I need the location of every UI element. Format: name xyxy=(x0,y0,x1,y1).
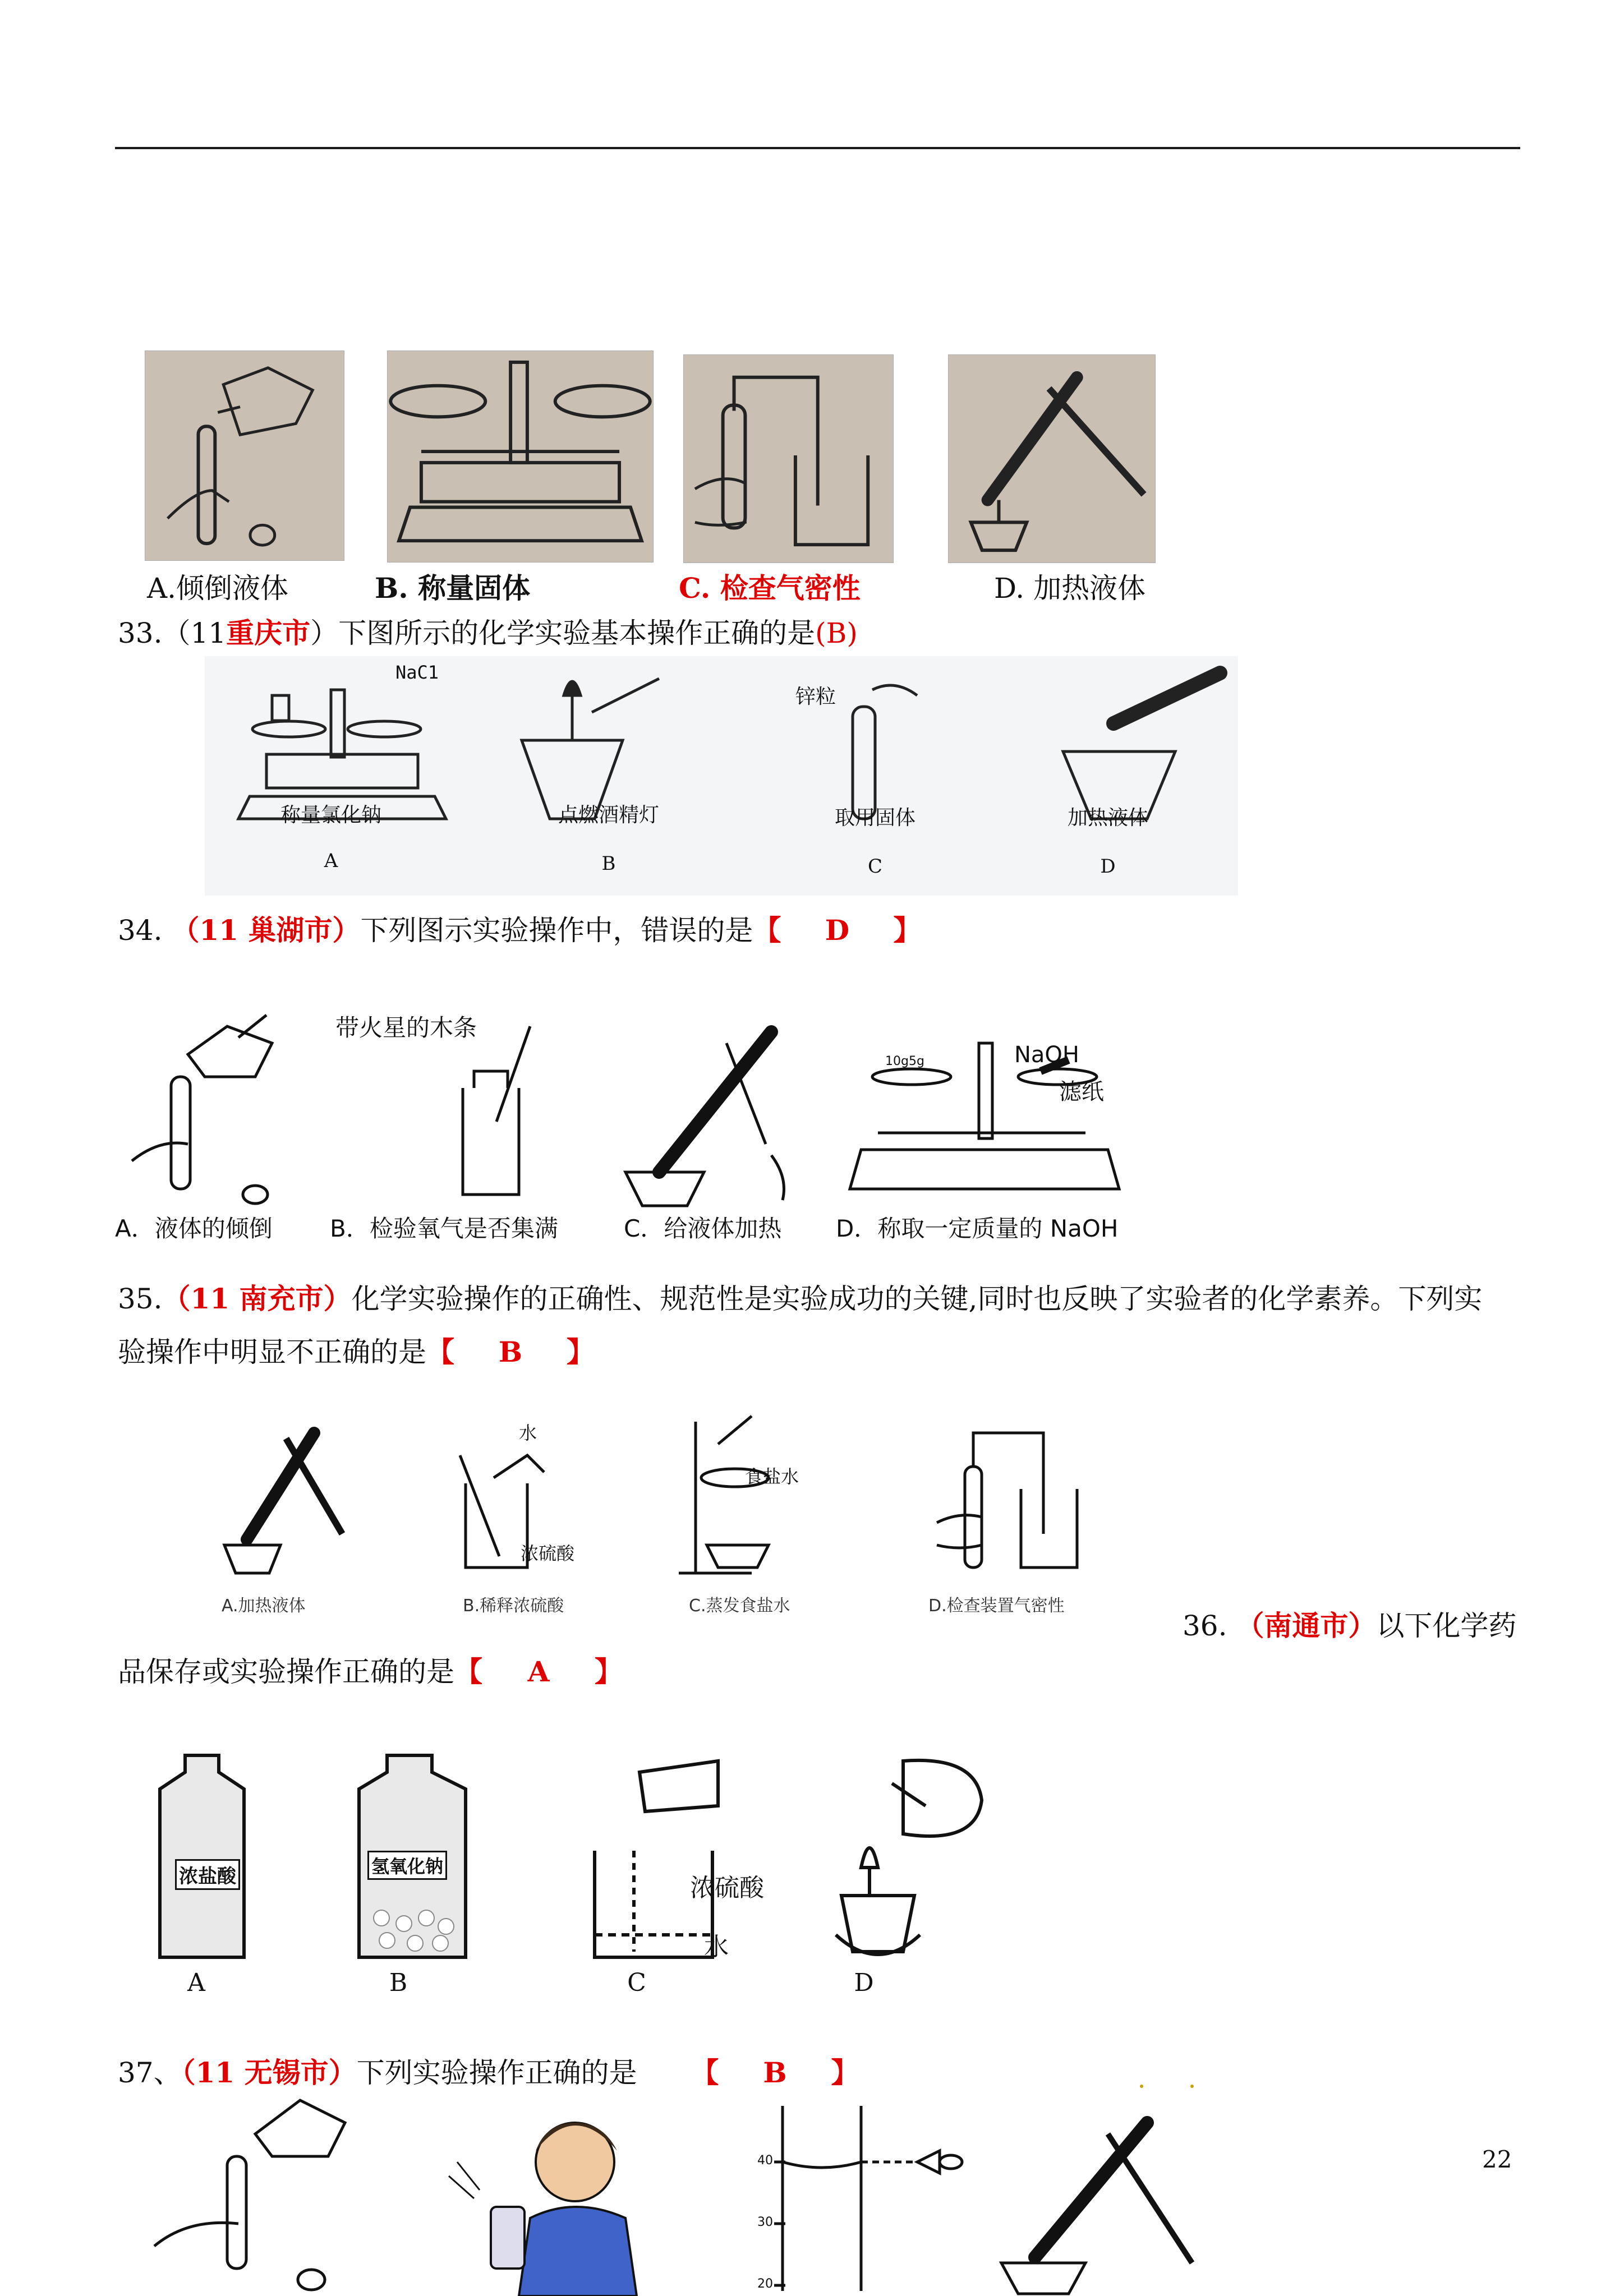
question-stem: 以下化学药 xyxy=(1376,1610,1517,1642)
figure-35-operations xyxy=(213,1410,1111,1579)
row32-caption-a xyxy=(147,571,288,606)
q36-letter-a: A xyxy=(187,1968,205,1997)
question-answer: B xyxy=(763,2056,787,2089)
q34-caption-c: C．给液体加热 xyxy=(624,1215,782,1242)
q36-label-bottle-b: 氢氧化钠 xyxy=(367,1851,447,1880)
figure-37-operations xyxy=(143,2078,1243,2296)
bracket-close: 】 xyxy=(893,914,922,947)
caption-prefix: B. xyxy=(375,571,408,605)
q33-caption-c: 取用固体 xyxy=(834,806,915,829)
question-stem: 下图所示的化学实验基本操作正确的是 xyxy=(338,617,816,649)
question-stem: 下列实验操作正确的是 xyxy=(356,2057,637,2089)
caption-prefix: A. xyxy=(147,572,177,605)
caption-text: 称量固体 xyxy=(418,571,531,605)
question-number: 35. xyxy=(118,1283,163,1315)
question-source-city: （11 无锡市） xyxy=(181,2056,357,2089)
q33-caption-d: 加热液体 xyxy=(1067,806,1148,829)
question-33 xyxy=(118,616,858,651)
page-number: 22 xyxy=(1482,2146,1512,2173)
question-36-line2 xyxy=(118,1654,623,1689)
caption-text: 加热液体 xyxy=(1033,572,1146,605)
q36-label-acid: 浓硫酸 xyxy=(690,1874,764,1902)
question-source-city: 重庆市 xyxy=(226,616,311,649)
q33-letter-a: A xyxy=(324,850,338,872)
question-stem: 化学实验操作的正确性、规范性是实验成功的关键,同时也反映了实验者的化学素养。下列实 xyxy=(351,1283,1483,1315)
question-source-city: （11 南充市） xyxy=(162,1282,352,1315)
row32-caption-c xyxy=(679,571,861,606)
q36-label-water: 水 xyxy=(704,1933,729,1961)
question-35-line1 xyxy=(118,1281,1482,1316)
q36-label-bottle-a: 浓盐酸 xyxy=(175,1859,240,1890)
q33-letter-b: B xyxy=(601,852,616,875)
q33-letter-c: C xyxy=(867,855,882,878)
paren-open: （11 xyxy=(162,617,227,649)
q36-letter-b: B xyxy=(389,1968,408,1997)
q37-scale-tick-40: 40 xyxy=(757,2154,773,2168)
caption-text: 倾倒液体 xyxy=(176,572,289,605)
q34-caption-b: B．检验氧气是否集满 xyxy=(330,1215,558,1242)
paren-close: ） xyxy=(310,617,339,649)
question-35-line2 xyxy=(118,1335,595,1370)
caption-prefix: C. xyxy=(679,571,711,605)
question-answer: D xyxy=(825,914,850,947)
q34-drawings xyxy=(115,1009,1133,1211)
question-stem: 下列图示实验操作中，错误的是 xyxy=(360,914,753,947)
bracket-open: 【 xyxy=(454,1655,482,1688)
pouring-liquid-drawing xyxy=(145,351,344,560)
question-number: 37、 xyxy=(118,2057,182,2089)
q33-caption-b: 点燃酒精灯 xyxy=(558,804,659,827)
q36-letter-c: C xyxy=(627,1968,646,1997)
figure-34-operations xyxy=(115,1009,1133,1211)
figure-32b-weighing-solid xyxy=(387,351,654,563)
q34-label-weights: 10g5g xyxy=(885,1054,924,1068)
row32-caption-b xyxy=(375,571,530,606)
q34-caption-a: A．液体的倾倒 xyxy=(115,1215,273,1242)
question-source-city: （南通市） xyxy=(1236,1609,1377,1642)
figure-32d-heating-liquid xyxy=(948,354,1156,563)
bracket-open: 【 xyxy=(426,1335,454,1368)
q35-label-brine: 食盐水 xyxy=(745,1466,799,1487)
figure-32c-airtightness xyxy=(683,354,894,563)
balance-drawing xyxy=(388,351,653,562)
q35-drawings xyxy=(213,1410,1111,1579)
heating-liquid-drawing xyxy=(949,355,1155,563)
q34-label-naoh: NaOH xyxy=(1014,1042,1079,1068)
q37-drawings xyxy=(143,2078,1243,2296)
q33-letter-d: D xyxy=(1100,855,1116,878)
question-number: 34. xyxy=(118,914,163,947)
q33-label-zinc: 锌粒 xyxy=(795,685,836,708)
question-number: 36. xyxy=(1183,1610,1227,1642)
q37-scale-tick-20: 20 xyxy=(757,2277,773,2291)
figure-36-operations xyxy=(151,1750,1004,1968)
q35-caption-d: D.检查装置气密性 xyxy=(928,1596,1065,1616)
bracket-open: 【 xyxy=(691,2056,719,2089)
question-36-line1 xyxy=(1183,1608,1516,1643)
q33-label-nacl: NaC1 xyxy=(395,662,439,683)
q34-caption-d: D．称取一定质量的 NaOH xyxy=(836,1215,1119,1242)
q37-scale-tick-30: 30 xyxy=(757,2215,773,2229)
caption-prefix: D. xyxy=(994,572,1025,605)
q35-label-water: 水 xyxy=(519,1422,537,1444)
question-stem-cont: 品保存或实验操作正确的是 xyxy=(118,1656,454,1688)
q34-label-splint: 带火星的木条 xyxy=(335,1014,477,1041)
airtightness-drawing xyxy=(684,355,893,563)
q35-label-acid: 浓硫酸 xyxy=(521,1543,575,1564)
bracket-open: 【 xyxy=(753,914,781,947)
q36-letter-d: D xyxy=(854,1968,874,1997)
q33-drawings xyxy=(205,656,1238,896)
bracket-close: 】 xyxy=(831,2056,859,2089)
bracket-close: 】 xyxy=(595,1655,623,1688)
q34-label-filter: 滤纸 xyxy=(1059,1079,1104,1105)
figure-32a-pouring-liquid xyxy=(145,351,344,561)
question-34 xyxy=(118,913,921,948)
q33-caption-a: 称量氯化钠 xyxy=(280,804,381,827)
q35-caption-c: C.蒸发食盐水 xyxy=(689,1596,790,1616)
caption-text: 检查气密性 xyxy=(720,571,861,605)
question-answer: B xyxy=(498,1335,523,1368)
q35-caption-a: A.加热液体 xyxy=(222,1596,306,1616)
q35-caption-b: B.稀释浓硫酸 xyxy=(463,1596,564,1616)
question-number: 33. xyxy=(118,617,163,649)
bracket-close: 】 xyxy=(567,1335,595,1368)
row32-caption-d xyxy=(994,571,1145,606)
question-answer: A xyxy=(527,1655,550,1688)
figure-33-operations xyxy=(205,656,1238,896)
question-source-city: （11 巢湖市） xyxy=(171,914,361,947)
header-rule xyxy=(115,147,1520,149)
question-stem-cont: 验操作中明显不正确的是 xyxy=(118,1336,426,1368)
question-answer: (B) xyxy=(815,617,858,649)
q36-drawings xyxy=(151,1750,1004,1968)
